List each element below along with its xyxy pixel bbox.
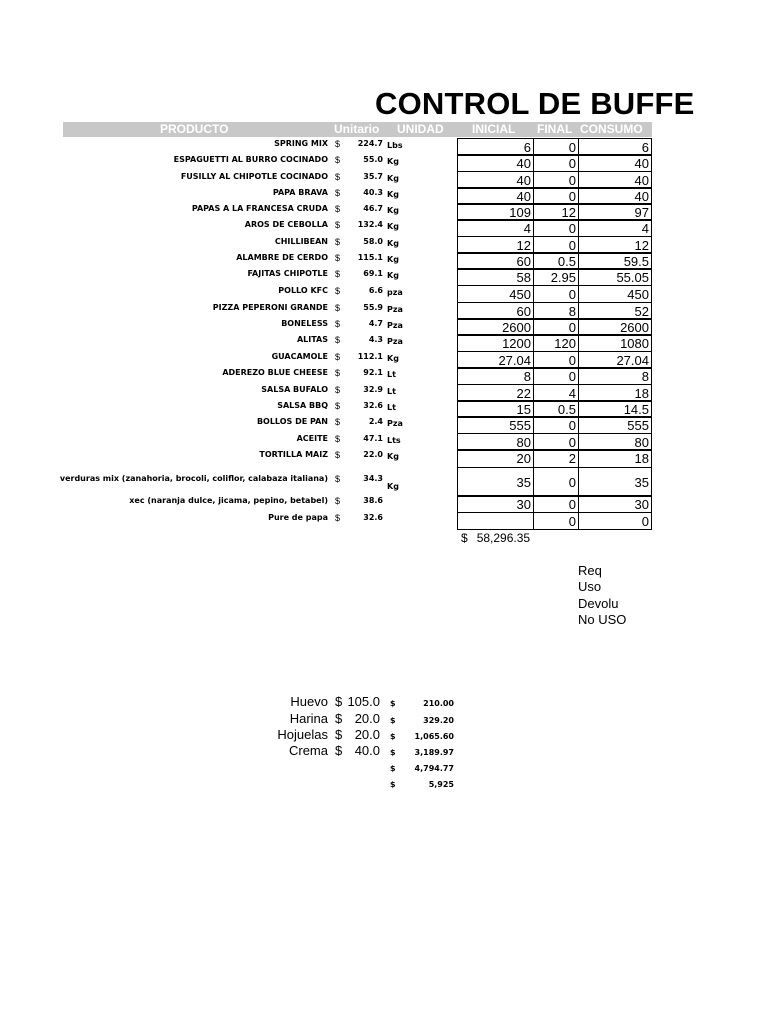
cell-final[interactable]: 0 bbox=[533, 416, 579, 434]
subtotal-amount: 4,794.77 bbox=[414, 764, 454, 773]
product-name: PIZZA PEPERONI GRANDE bbox=[212, 303, 328, 312]
cell-final[interactable]: 0 bbox=[533, 351, 579, 369]
cell-final[interactable]: 0 bbox=[533, 285, 579, 303]
cell-final[interactable]: 8 bbox=[533, 302, 579, 320]
cell-inicial[interactable]: 60 bbox=[457, 252, 534, 270]
cell-inicial[interactable]: 40 bbox=[457, 187, 534, 205]
table-row bbox=[0, 318, 768, 335]
unit-price: 38.6 bbox=[363, 496, 383, 505]
currency-symbol: $ bbox=[335, 204, 341, 214]
cell-final[interactable]: 0 bbox=[533, 171, 579, 189]
cell-final[interactable]: 0 bbox=[533, 467, 579, 497]
cell-final[interactable]: 12 bbox=[533, 203, 579, 221]
currency-symbol: $ bbox=[335, 303, 341, 313]
cell-consumo[interactable]: 30 bbox=[578, 495, 652, 513]
table-row bbox=[0, 512, 768, 529]
header-consumo: CONSUMO bbox=[580, 122, 643, 136]
currency-symbol: $ bbox=[335, 496, 341, 506]
cell-inicial[interactable]: 555 bbox=[457, 416, 534, 434]
table-row bbox=[0, 203, 768, 220]
cell-inicial[interactable]: 1200 bbox=[457, 334, 534, 352]
header-unitario: Unitario bbox=[334, 122, 380, 136]
unit-label: pza bbox=[387, 288, 403, 297]
unit-label: Lt bbox=[387, 370, 396, 379]
cell-inicial[interactable]: 8 bbox=[457, 367, 534, 385]
cell-consumo[interactable]: 2600 bbox=[578, 318, 652, 336]
product-name: ALITAS bbox=[296, 335, 328, 344]
table-row bbox=[0, 285, 768, 302]
cell-consumo[interactable]: 4 bbox=[578, 219, 652, 237]
unit-label: Kg bbox=[387, 255, 399, 264]
cell-final[interactable]: 0 bbox=[533, 219, 579, 237]
cell-final[interactable]: 0 bbox=[533, 512, 579, 530]
ingredient-price: 20.0 bbox=[354, 727, 380, 742]
product-name: AROS DE CEBOLLA bbox=[244, 220, 328, 229]
product-name: SALSA BBQ bbox=[277, 401, 328, 410]
currency-symbol: $ bbox=[335, 237, 341, 247]
subtotal-amount: 5,925 bbox=[428, 780, 454, 789]
cell-inicial[interactable]: 27.04 bbox=[457, 351, 534, 369]
table-row bbox=[0, 219, 768, 236]
currency-symbol: $ bbox=[335, 711, 343, 726]
cell-final[interactable]: 0 bbox=[533, 495, 579, 513]
table-row bbox=[0, 187, 768, 204]
product-name: xec (naranja dulce, jicama, pepino, betabel) bbox=[129, 496, 328, 505]
currency-symbol: $ bbox=[335, 743, 343, 758]
cell-consumo[interactable]: 1080 bbox=[578, 334, 652, 352]
cell-inicial[interactable]: 15 bbox=[457, 400, 534, 418]
unit-price: 35.7 bbox=[363, 172, 383, 181]
cell-inicial[interactable]: 109 bbox=[457, 203, 534, 221]
cell-consumo[interactable]: 80 bbox=[578, 433, 652, 451]
page-title: CONTROL DE BUFFE bbox=[375, 86, 695, 121]
unit-label: Kg bbox=[387, 354, 399, 363]
unit-price: 40.3 bbox=[363, 188, 383, 197]
currency-symbol: $ bbox=[335, 269, 341, 279]
currency-symbol: $ bbox=[390, 780, 396, 789]
unit-label: Kg bbox=[387, 190, 399, 199]
unit-label: Pza bbox=[387, 337, 403, 346]
product-name: POLLO KFC bbox=[278, 286, 328, 295]
product-name: FUSILLY AL CHIPOTLE COCINADO bbox=[180, 172, 328, 181]
cell-final[interactable]: 2.95 bbox=[533, 268, 579, 286]
unit-label: Pza bbox=[387, 305, 403, 314]
ingredient-name: Huevo bbox=[290, 694, 328, 709]
cell-consumo[interactable]: 0 bbox=[578, 512, 652, 530]
cell-inicial[interactable]: 22 bbox=[457, 384, 534, 402]
product-name: TORTILLA MAIZ bbox=[259, 450, 328, 459]
cell-inicial[interactable]: 80 bbox=[457, 433, 534, 451]
product-name: verduras mix (zanahoria, brocoli, coliflor, calabaza italiana) bbox=[59, 474, 328, 483]
unit-price: 32.6 bbox=[363, 401, 383, 410]
unit-price: 224.7 bbox=[357, 139, 383, 148]
ingredient-name: Harina bbox=[289, 711, 328, 726]
ingredient-amount: 1,065.60 bbox=[414, 732, 454, 741]
currency-symbol: $ bbox=[335, 253, 341, 263]
cell-consumo[interactable]: 8 bbox=[578, 367, 652, 385]
product-name: CHILLIBEAN bbox=[274, 237, 328, 246]
unit-label: Kg bbox=[387, 482, 399, 491]
product-name: SALSA BUFALO bbox=[261, 385, 328, 394]
legend-item: Req bbox=[578, 563, 602, 578]
ingredient-price: 20.0 bbox=[354, 711, 380, 726]
table-row bbox=[0, 495, 768, 512]
table-row bbox=[0, 171, 768, 188]
unit-price: 4.7 bbox=[368, 319, 383, 328]
unit-label: Lt bbox=[387, 387, 396, 396]
ingredient-amount: 329.20 bbox=[423, 716, 454, 725]
cell-inicial[interactable]: 58 bbox=[457, 268, 534, 286]
unit-price: 4.3 bbox=[368, 335, 383, 344]
currency-symbol: $ bbox=[390, 699, 396, 708]
unit-price: 55.9 bbox=[363, 303, 383, 312]
cell-inicial[interactable]: 20 bbox=[457, 449, 534, 468]
table-row bbox=[0, 416, 768, 433]
currency-symbol: $ bbox=[335, 352, 341, 362]
currency-symbol: $ bbox=[335, 513, 341, 523]
cell-final[interactable]: 0 bbox=[533, 236, 579, 254]
cell-inicial[interactable]: 4 bbox=[457, 219, 534, 237]
unit-price: 32.9 bbox=[363, 385, 383, 394]
cell-inicial[interactable]: 30 bbox=[457, 495, 534, 513]
unit-label: Lts bbox=[387, 436, 401, 445]
cell-inicial[interactable]: 40 bbox=[457, 154, 534, 172]
cell-consumo[interactable]: 40 bbox=[578, 187, 652, 205]
ingredient-price: 105.0 bbox=[347, 694, 380, 709]
cell-inicial[interactable]: 40 bbox=[457, 171, 534, 189]
header-unidad: UNIDAD bbox=[397, 122, 444, 136]
cell-consumo[interactable]: 40 bbox=[578, 154, 652, 172]
cell-consumo[interactable]: 59.5 bbox=[578, 252, 652, 270]
total-value: 58,296.35 bbox=[476, 531, 531, 545]
cell-consumo[interactable]: 40 bbox=[578, 171, 652, 189]
table-row bbox=[0, 252, 768, 269]
table-row bbox=[0, 302, 768, 319]
currency-symbol: $ bbox=[335, 474, 341, 484]
unit-price: 55.0 bbox=[363, 155, 383, 164]
cell-consumo[interactable]: 18 bbox=[578, 384, 652, 402]
unit-price: 32.6 bbox=[363, 513, 383, 522]
unit-price: 6.6 bbox=[368, 286, 383, 295]
currency-symbol: $ bbox=[335, 319, 341, 329]
cell-final[interactable]: 0 bbox=[533, 318, 579, 336]
cell-consumo[interactable]: 18 bbox=[578, 449, 652, 468]
cell-consumo[interactable]: 14.5 bbox=[578, 400, 652, 418]
table-row bbox=[0, 351, 768, 368]
unit-price: 22.0 bbox=[363, 450, 383, 459]
unit-price: 2.4 bbox=[368, 417, 383, 426]
unit-price: 34.3 bbox=[363, 474, 383, 483]
currency-symbol: $ bbox=[335, 694, 343, 709]
product-name: ACEITE bbox=[296, 434, 328, 443]
unit-price: 47.1 bbox=[363, 434, 383, 443]
unit-label: Kg bbox=[387, 222, 399, 231]
ingredient-name: Crema bbox=[288, 743, 328, 758]
product-name: BONELESS bbox=[281, 319, 328, 328]
product-name: PAPA BRAVA bbox=[272, 188, 328, 197]
product-name: FAJITAS CHIPOTLE bbox=[247, 269, 328, 278]
cell-inicial[interactable] bbox=[457, 512, 534, 530]
unit-label: Lbs bbox=[387, 141, 403, 150]
cell-final[interactable]: 0 bbox=[533, 367, 579, 385]
product-name: PAPAS A LA FRANCESA CRUDA bbox=[191, 204, 328, 213]
header-final: FINAL bbox=[537, 122, 573, 136]
unit-price: 132.4 bbox=[357, 220, 383, 229]
cell-final[interactable]: 0.5 bbox=[533, 400, 579, 418]
cell-inicial[interactable]: 450 bbox=[457, 285, 534, 303]
table-row bbox=[0, 138, 768, 155]
currency-symbol: $ bbox=[335, 286, 341, 296]
cell-final[interactable]: 0.5 bbox=[533, 252, 579, 270]
total-currency: $ bbox=[461, 531, 468, 545]
unit-label: Kg bbox=[387, 452, 399, 461]
unit-label: Pza bbox=[387, 321, 403, 330]
product-name: ADEREZO BLUE CHEESE bbox=[222, 368, 328, 377]
unit-price: 46.7 bbox=[363, 204, 383, 213]
unit-label: Lt bbox=[387, 403, 396, 412]
currency-symbol: $ bbox=[335, 450, 341, 460]
cell-inicial[interactable]: 2600 bbox=[457, 318, 534, 336]
cell-consumo[interactable]: 6 bbox=[578, 138, 652, 156]
currency-symbol: $ bbox=[335, 368, 341, 378]
table-row bbox=[0, 467, 768, 496]
table-row bbox=[0, 384, 768, 401]
unit-price: 112.1 bbox=[357, 352, 383, 361]
unit-price: 58.0 bbox=[363, 237, 383, 246]
cell-final[interactable]: 120 bbox=[533, 334, 579, 352]
cell-final[interactable]: 2 bbox=[533, 449, 579, 468]
cell-inicial[interactable]: 12 bbox=[457, 236, 534, 254]
currency-symbol: $ bbox=[335, 434, 341, 444]
table-row bbox=[0, 236, 768, 253]
currency-symbol: $ bbox=[335, 401, 341, 411]
cell-final[interactable]: 0 bbox=[533, 138, 579, 156]
product-name: ESPAGUETTI AL BURRO COCINADO bbox=[173, 155, 328, 164]
cell-consumo[interactable]: 555 bbox=[578, 416, 652, 434]
currency-symbol: $ bbox=[335, 188, 341, 198]
currency-symbol: $ bbox=[390, 732, 396, 741]
table-row bbox=[0, 433, 768, 450]
ingredient-amount: 3,189.97 bbox=[414, 748, 454, 757]
unit-label: Kg bbox=[387, 174, 399, 183]
currency-symbol: $ bbox=[335, 385, 341, 395]
cell-consumo[interactable]: 55.05 bbox=[578, 268, 652, 286]
product-name: BOLLOS DE PAN bbox=[256, 417, 328, 426]
cell-consumo[interactable]: 27.04 bbox=[578, 351, 652, 369]
currency-symbol: $ bbox=[335, 220, 341, 230]
header-producto: PRODUCTO bbox=[160, 122, 229, 136]
table-row bbox=[0, 268, 768, 285]
unit-label: Kg bbox=[387, 206, 399, 215]
ingredient-name: Hojuelas bbox=[277, 727, 328, 742]
product-name: ALAMBRE DE CERDO bbox=[236, 253, 328, 262]
unit-price: 115.1 bbox=[357, 253, 383, 262]
unit-price: 92.1 bbox=[363, 368, 383, 377]
cell-final[interactable]: 4 bbox=[533, 384, 579, 402]
unit-label: Kg bbox=[387, 239, 399, 248]
product-name: GUACAMOLE bbox=[271, 352, 328, 361]
unit-label: Pza bbox=[387, 419, 403, 428]
cell-final[interactable]: 0 bbox=[533, 154, 579, 172]
cell-inicial[interactable]: 60 bbox=[457, 302, 534, 320]
currency-symbol: $ bbox=[335, 727, 343, 742]
grand-total bbox=[461, 531, 530, 545]
currency-symbol: $ bbox=[390, 764, 396, 773]
table-row bbox=[0, 334, 768, 351]
header-inicial: INICIAL bbox=[472, 122, 516, 136]
cell-consumo[interactable]: 52 bbox=[578, 302, 652, 320]
cell-inicial[interactable]: 35 bbox=[457, 467, 534, 497]
currency-symbol: $ bbox=[390, 716, 396, 725]
legend-item: Uso bbox=[578, 579, 602, 594]
table-row bbox=[0, 400, 768, 417]
currency-symbol: $ bbox=[335, 139, 341, 149]
product-name: Pure de papa bbox=[268, 513, 328, 522]
legend-item: No USO bbox=[578, 612, 627, 627]
cell-consumo[interactable]: 97 bbox=[578, 203, 652, 221]
legend-item: Devolu bbox=[578, 596, 619, 611]
unit-label: Kg bbox=[387, 157, 399, 166]
product-name: SPRING MIX bbox=[274, 139, 328, 148]
table-row bbox=[0, 367, 768, 384]
ingredient-amount: 210.00 bbox=[423, 699, 454, 708]
currency-symbol: $ bbox=[335, 335, 341, 345]
currency-symbol: $ bbox=[335, 417, 341, 427]
currency-symbol: $ bbox=[335, 155, 341, 165]
unit-price: 69.1 bbox=[363, 269, 383, 278]
table-row bbox=[0, 449, 768, 467]
unit-label: Kg bbox=[387, 271, 399, 280]
ingredient-price: 40.0 bbox=[354, 743, 380, 758]
cell-consumo[interactable]: 450 bbox=[578, 285, 652, 303]
cell-consumo[interactable]: 35 bbox=[578, 467, 652, 497]
table-row bbox=[0, 154, 768, 171]
cell-final[interactable]: 0 bbox=[533, 187, 579, 205]
cell-final[interactable]: 0 bbox=[533, 433, 579, 451]
currency-symbol: $ bbox=[335, 172, 341, 182]
currency-symbol: $ bbox=[390, 748, 396, 757]
cell-consumo[interactable]: 12 bbox=[578, 236, 652, 254]
cell-inicial[interactable]: 6 bbox=[457, 138, 534, 156]
table-header bbox=[63, 122, 652, 137]
